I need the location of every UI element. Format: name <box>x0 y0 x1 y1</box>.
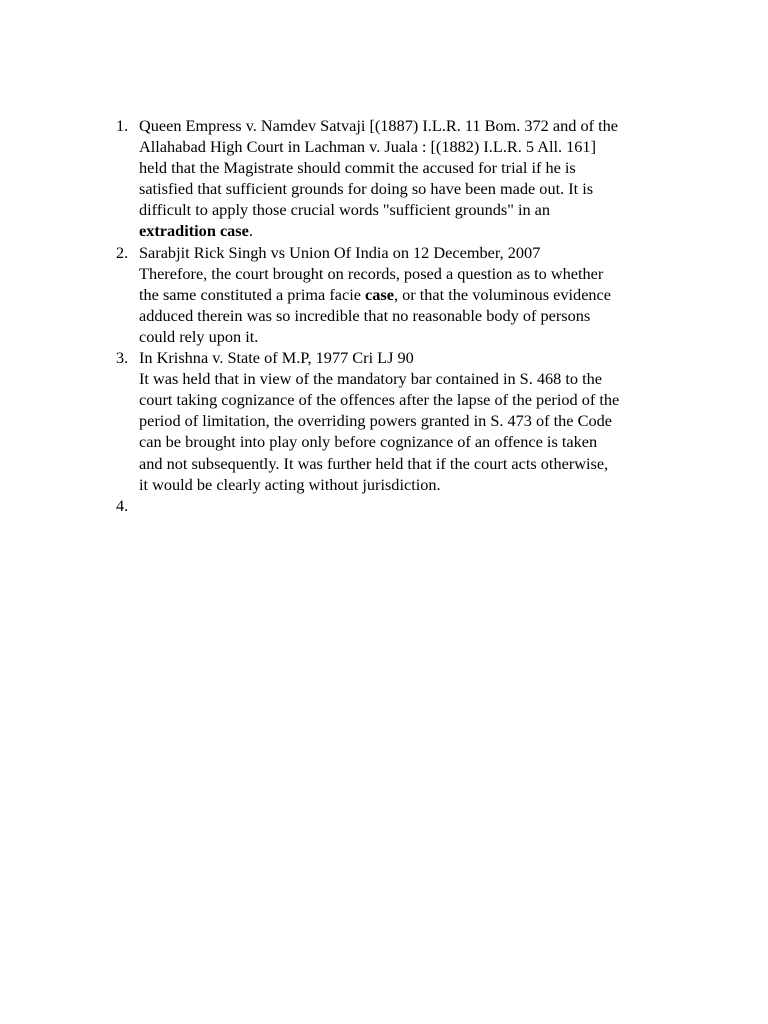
text-line: In Krishna v. State of M.P, 1977 Cri LJ 90 <box>139 348 414 368</box>
bold-term: case <box>365 284 394 304</box>
list-item-text <box>139 115 682 242</box>
list-item-1 <box>112 115 682 242</box>
text-line: Queen Empress v. Namdev Satvaji [(1887) I.L.R. 11 Bom. 372 and of the <box>139 116 618 135</box>
text-line: Sarabjit Rick Singh vs Union Of India on 12 December, 2007 <box>139 242 541 262</box>
text-line <box>139 220 682 241</box>
list-item-text <box>139 495 682 516</box>
text-line <box>139 284 682 305</box>
text-line: held that the Magistrate should commit the accused for trial if he is <box>139 158 576 178</box>
bold-term: extradition case <box>139 221 249 241</box>
text-line: could rely upon it. <box>139 326 259 346</box>
empty-line <box>139 495 682 516</box>
list-number: 4. <box>116 495 129 515</box>
text-line: court taking cognizance of the offences after the lapse of the period of the <box>139 390 620 410</box>
list-item-3 <box>112 347 682 495</box>
text-line: It was held that in view of the mandatory bar contained in S. 468 to the <box>139 369 602 389</box>
list-item-text <box>139 242 682 347</box>
text-line: difficult to apply those crucial words "sufficient grounds" in an <box>139 200 551 220</box>
text-line: period of limitation, the overriding powers granted in S. 473 of the Code <box>139 411 612 431</box>
text-fragment: . <box>248 221 253 241</box>
list-number: 2. <box>116 242 129 262</box>
text-line: Allahabad High Court in Lachman v. Juala : [(1882) I.L.R. 5 All. 161] <box>139 137 596 157</box>
list-item-2 <box>112 242 682 347</box>
text-line: adduced therein was so incredible that no reasonable body of persons <box>139 305 591 325</box>
list-number: 1. <box>116 116 129 135</box>
text-line: Therefore, the court brought on records, posed a question as to whether <box>139 263 604 283</box>
text-line: and not subsequently. It was further held that if the court acts otherwise, <box>139 453 609 473</box>
list-item-4 <box>112 495 682 516</box>
text-line: it would be clearly acting without jurisdiction. <box>139 474 441 494</box>
numbered-list <box>112 115 682 516</box>
list-item-text <box>139 347 682 495</box>
text-line: satisfied that sufficient grounds for doing so have been made out. It is <box>139 179 594 199</box>
text-line: can be brought into play only before cognizance of an offence is taken <box>139 432 598 452</box>
text-fragment: , or that the voluminous evidence <box>393 284 612 304</box>
text-fragment: the same constituted a prima facie <box>139 284 366 304</box>
list-number: 3. <box>116 348 129 368</box>
